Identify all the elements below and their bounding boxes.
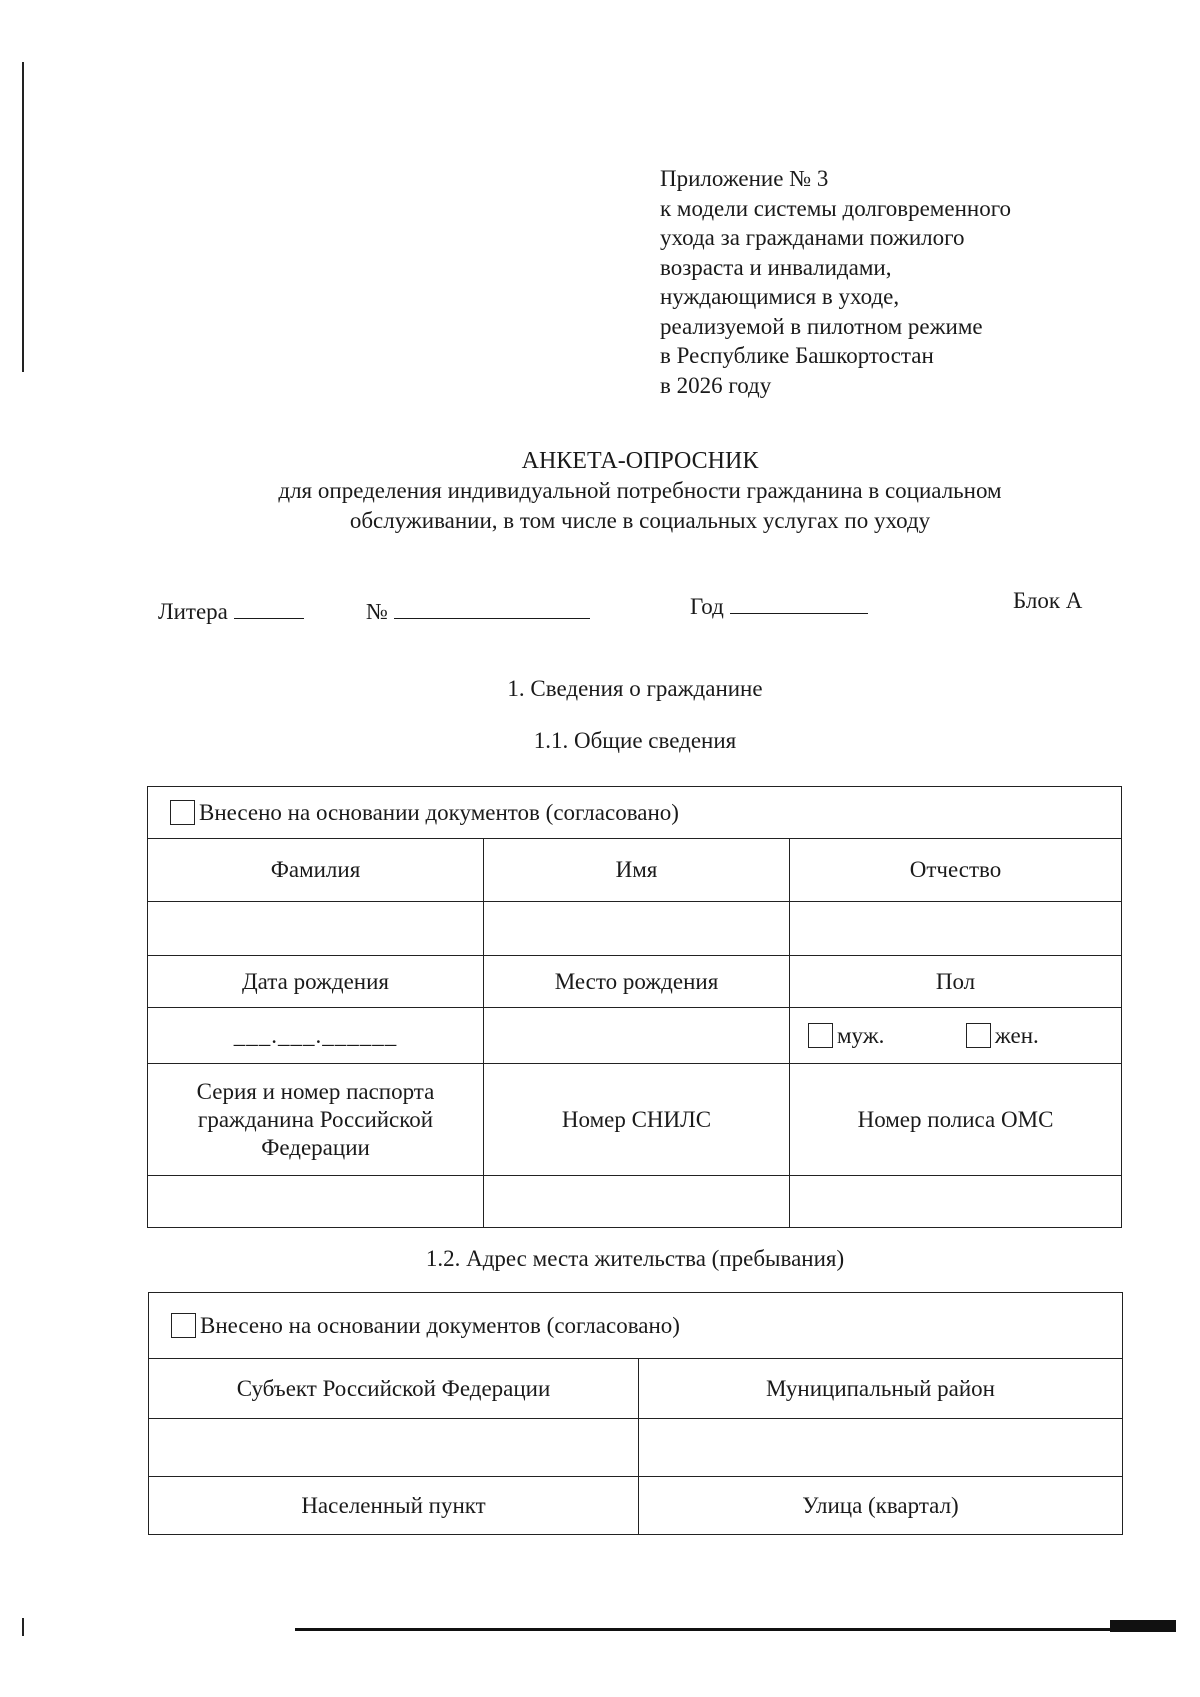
gender-cell	[790, 1008, 1122, 1064]
scan-edge-mark	[295, 1628, 1175, 1631]
gender-male-label: муж.	[837, 1022, 885, 1048]
section-1-title: 1. Сведения о гражданине	[507, 676, 763, 701]
documents-checkbox[interactable]	[170, 800, 195, 825]
number-field	[366, 596, 590, 625]
snils-header: Номер СНИЛС	[484, 1064, 790, 1176]
number-label: №	[366, 599, 388, 624]
scan-edge-mark	[22, 62, 24, 372]
street-header: Улица (квартал)	[639, 1477, 1123, 1535]
address-documents-check-label: Внесено на основании документов (согласовано)	[200, 1312, 680, 1338]
name-cell[interactable]	[484, 902, 790, 956]
district-cell[interactable]	[639, 1419, 1123, 1477]
birth-place-header: Место рождения	[484, 956, 790, 1008]
birth-place-cell[interactable]	[484, 1008, 790, 1064]
gender-female-checkbox[interactable]	[966, 1023, 991, 1048]
litera-label: Литера	[158, 599, 228, 624]
gender-header: Пол	[790, 956, 1122, 1008]
snils-cell[interactable]	[484, 1176, 790, 1228]
document-title-block	[120, 446, 1160, 536]
documents-check-row	[148, 787, 1122, 839]
district-header: Муниципальный район	[639, 1359, 1123, 1419]
address-table	[148, 1292, 1123, 1535]
region-cell[interactable]	[149, 1419, 639, 1477]
general-info-table	[147, 786, 1122, 1228]
settlement-header: Населенный пункт	[149, 1477, 639, 1535]
passport-cell[interactable]	[148, 1176, 484, 1228]
appendix-line: в Республике Башкортостан	[660, 343, 934, 368]
passport-header: Серия и номер паспорта гражданина Российской Федерации	[148, 1064, 484, 1176]
address-documents-checkbox[interactable]	[171, 1313, 196, 1338]
litera-input[interactable]	[234, 596, 304, 619]
surname-header: Фамилия	[148, 839, 484, 902]
section-1-2-title: 1.2. Адрес места жительства (пребывания)	[425, 1246, 845, 1271]
appendix-note	[660, 164, 1130, 400]
name-header: Имя	[484, 839, 790, 902]
litera-field	[158, 596, 304, 625]
scan-edge-mark	[22, 1618, 24, 1636]
year-label: Год	[690, 594, 724, 619]
appendix-line: Приложение № 3	[660, 166, 829, 191]
appendix-line: ухода за гражданами пожилого	[660, 225, 965, 250]
document-subtitle-line: обслуживании, в том числе в социальных услугах по уходу	[349, 508, 931, 533]
birth-date-cell[interactable]	[148, 1008, 484, 1064]
appendix-line: реализуемой в пилотном режиме	[660, 313, 983, 339]
patronymic-cell[interactable]	[790, 902, 1122, 956]
gender-female-label: жен.	[994, 1022, 1039, 1048]
oms-cell[interactable]	[790, 1176, 1122, 1228]
year-field	[690, 591, 868, 620]
number-input[interactable]	[394, 596, 590, 619]
appendix-line: возраста и инвалидами,	[660, 254, 892, 280]
section-1-1-title: 1.1. Общие сведения	[533, 728, 737, 753]
appendix-line: в 2026 году	[660, 372, 772, 398]
address-documents-check-row	[149, 1293, 1123, 1359]
year-input[interactable]	[730, 591, 868, 614]
document-subtitle-line: для определения индивидуальной потребности гражданина в социальном	[278, 478, 1002, 503]
patronymic-header: Отчество	[790, 839, 1122, 902]
gender-male-checkbox[interactable]	[808, 1023, 833, 1048]
document-title: АНКЕТА-ОПРОСНИК	[521, 448, 759, 474]
birth-date-header: Дата рождения	[148, 956, 484, 1008]
appendix-line: нуждающимися в уходе,	[660, 284, 900, 309]
surname-cell[interactable]	[148, 902, 484, 956]
scan-edge-mark	[1110, 1620, 1176, 1632]
birth-date-placeholder: ___.___.______	[233, 1022, 398, 1048]
appendix-line: к модели системы долговременного	[660, 195, 1012, 221]
block-label: Блок А	[1013, 588, 1083, 613]
region-header: Субъект Российской Федерации	[149, 1359, 639, 1419]
documents-check-label: Внесено на основании документов (согласовано)	[199, 799, 679, 825]
oms-header: Номер полиса ОМС	[790, 1064, 1122, 1176]
